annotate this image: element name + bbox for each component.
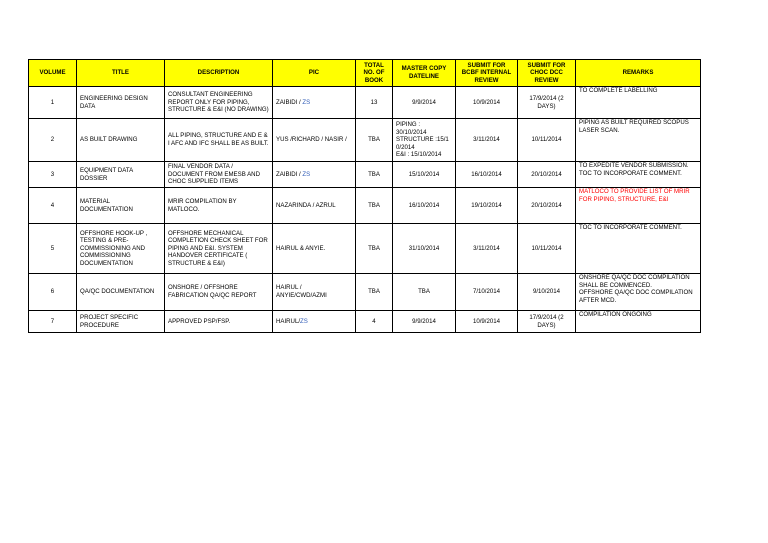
- title-cell: AS BUILT DRAWING: [77, 119, 165, 162]
- table-row: [29, 311, 701, 333]
- header-pic: PIC: [273, 60, 356, 87]
- header-remarks: REMARKS: [576, 60, 701, 87]
- description-cell: MRIR COMPILATION BY MATLOCO.: [165, 188, 273, 224]
- pic-name: HAIRUL & ANYIE.: [276, 244, 326, 252]
- title-cell: PROJECT SPECIFIC PROCEDURE: [77, 311, 165, 333]
- submission-schedule-table: [28, 59, 701, 333]
- pic-name: HAIRUL / ANYIE/CWD/AZMI: [276, 284, 327, 299]
- pic-cell: [273, 119, 356, 162]
- title-cell: OFFSHORE HOOK-UP , TESTING & PRE-COMMISSIONING AND COMMISSIONING DOCUMENTATION: [77, 224, 165, 274]
- table-row: [29, 119, 701, 162]
- choc-review-cell: 9/10/2014: [518, 274, 576, 311]
- description-cell: ALL PIPING, STRUCTURE AND E & I AFC AND IFC SHALL BE AS BUILT.: [165, 119, 273, 162]
- master-copy-cell: [393, 119, 456, 162]
- master-copy-cell: TBA: [393, 274, 456, 311]
- pic-name: HAIRUL/: [276, 317, 301, 325]
- pic-cell: [273, 274, 356, 311]
- pic-name-highlight: ZS: [302, 170, 311, 178]
- header-total-books: TOTAL NO. OF BOOK: [356, 60, 393, 87]
- total-books-cell: TBA: [356, 274, 393, 311]
- total-books-cell: 4: [356, 311, 393, 333]
- bcbf-review-cell: 10/9/2014: [456, 311, 518, 333]
- master-copy-cell: 15/10/2014: [393, 162, 456, 188]
- master-copy-cell: 31/10/2014: [393, 224, 456, 274]
- master-copy-cell: 9/9/2014: [393, 87, 456, 119]
- remarks-cell: [576, 274, 701, 311]
- choc-review-cell: 20/10/2014: [518, 188, 576, 224]
- remarks-cell: TO COMPLETE LABELLING: [576, 87, 701, 119]
- bcbf-review-cell: 7/10/2014: [456, 274, 518, 311]
- table-row: [29, 87, 701, 119]
- table-row: [29, 274, 701, 311]
- pic-cell: [273, 188, 356, 224]
- total-books-cell: TBA: [356, 224, 393, 274]
- volume-cell: 5: [29, 224, 77, 274]
- remarks-text: ONSHORE QA/QC DOC COMPILATION SHALL BE COMMENCED. OFFSHORE QA/QC DOC COMPILATION AFTER MCD.: [579, 274, 693, 304]
- pic-name: YUS /RICHARD / NASIR /: [276, 136, 347, 144]
- table-row: [29, 224, 701, 274]
- description-cell: ONSHORE / OFFSHORE FABRICATION QA/QC REPORT: [165, 274, 273, 311]
- volume-cell: 3: [29, 162, 77, 188]
- choc-review-cell: 10/11/2014: [518, 119, 576, 162]
- bcbf-review-cell: 3/11/2014: [456, 119, 518, 162]
- choc-review-cell: 10/11/2014: [518, 224, 576, 274]
- header-description: DESCRIPTION: [165, 60, 273, 87]
- volume-cell: 4: [29, 188, 77, 224]
- header-title: TITLE: [77, 60, 165, 87]
- pic-cell: [273, 162, 356, 188]
- pic-cell: [273, 311, 356, 333]
- total-books-cell: TBA: [356, 188, 393, 224]
- total-books-cell: TBA: [356, 119, 393, 162]
- header-bcbf-review: SUBMIT FOR BCBF INTERNAL REVIEW: [456, 60, 518, 87]
- master-copy-text: PIPING : 30/10/2014 STRUCTURE :15/1 0/2014 E&I : 15/10/2014: [396, 121, 449, 159]
- pic-name-highlight: ZS: [302, 98, 311, 106]
- pic-name: ZAIBIDI /: [276, 170, 303, 178]
- remarks-cell: COMPILATION ONGOING: [576, 311, 701, 333]
- title-cell: QA/QC DOCUMENTATION: [77, 274, 165, 311]
- header-choc-review: SUBMIT FOR CHOC DCC REVIEW: [518, 60, 576, 87]
- choc-review-cell: 20/10/2014: [518, 162, 576, 188]
- pic-cell: [273, 224, 356, 274]
- pic-cell: [273, 87, 356, 119]
- master-copy-cell: 16/10/2014: [393, 188, 456, 224]
- bcbf-review-cell: 10/9/2014: [456, 87, 518, 119]
- header-master-copy: MASTER COPY DATELINE: [393, 60, 456, 87]
- title-cell: EQUIPMENT DATA DOSSIER: [77, 162, 165, 188]
- volume-cell: 7: [29, 311, 77, 333]
- table-row: [29, 188, 701, 224]
- table-row: [29, 162, 701, 188]
- description-cell: CONSULTANT ENGINEERING REPORT ONLY FOR PIPING, STRUCTURE & E&I (NO DRAWING): [165, 87, 273, 119]
- bcbf-review-cell: 16/10/2014: [456, 162, 518, 188]
- header-row: [29, 60, 701, 87]
- choc-review-cell: 17/9/2014 (2 DAYS): [518, 87, 576, 119]
- pic-name-highlight: ZS: [300, 317, 308, 325]
- description-cell: APPROVED PSP/FSP.: [165, 311, 273, 333]
- pic-name: ZAIBIDI /: [276, 98, 303, 106]
- remarks-highlight-text: MATLOCO TO PROVIDE LIST OF MRIR FOR PIPING, STRUCTURE, E&I: [579, 188, 690, 203]
- title-cell: ENGINEERING DESIGN DATA: [77, 87, 165, 119]
- bcbf-review-cell: 3/11/2014: [456, 224, 518, 274]
- description-cell: OFFSHORE MECHANICAL COMPLETION CHECK SHEET FOR PIPING AND E&I. SYSTEM HANDOVER CERTIFICATE ( STRUCTURE & E&I): [165, 224, 273, 274]
- remarks-cell: [576, 188, 701, 224]
- master-copy-cell: 9/9/2014: [393, 311, 456, 333]
- remarks-cell: TOC TO INCORPORATE COMMENT.: [576, 224, 701, 274]
- volume-cell: 2: [29, 119, 77, 162]
- total-books-cell: TBA: [356, 162, 393, 188]
- title-cell: MATERIAL DOCUMENTATION: [77, 188, 165, 224]
- choc-review-cell: 17/9/2014 (2 DAYS): [518, 311, 576, 333]
- description-cell: FINAL VENDOR DATA / DOCUMENT FROM EMESB AND CHOC SUPPLIED ITEMS: [165, 162, 273, 188]
- remarks-cell: TO EXPEDITE VENDOR SUBMISSION. TOC TO INCORPORATE COMMENT.: [576, 162, 701, 188]
- total-books-cell: 13: [356, 87, 393, 119]
- volume-cell: 6: [29, 274, 77, 311]
- volume-cell: 1: [29, 87, 77, 119]
- bcbf-review-cell: 19/10/2014: [456, 188, 518, 224]
- pic-name: NAZARINDA / AZRUL: [276, 201, 336, 209]
- header-volume: VOLUME: [29, 60, 77, 87]
- remarks-cell: PIPING AS BUILT REQUIRED SCOPUS LASER SCAN.: [576, 119, 701, 162]
